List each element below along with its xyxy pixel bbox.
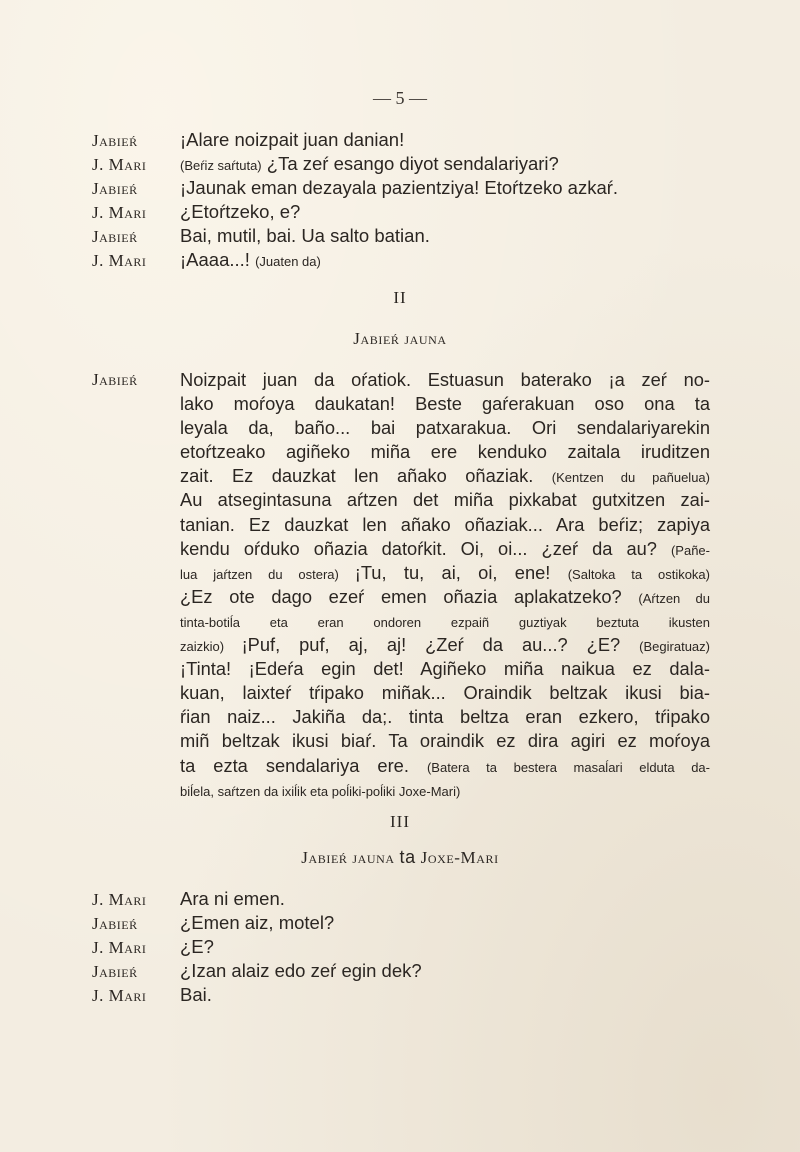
dialogue-line [92, 152, 732, 176]
section-title: Jabieŕ jauna ta Joxe-Mari [301, 847, 499, 867]
section-number: II [393, 288, 407, 307]
stage-direction: (Batera ta bestera masaĺari elduta da- [426, 759, 710, 775]
monologue-text-segment: Au atsegintasuna aŕtzen det miña pixkabat gutxitzen zai- [180, 489, 710, 511]
speaker-name: Jabieŕ [92, 131, 138, 150]
monologue-line [180, 488, 710, 512]
monologue-text-segment: etoŕtzeako agiñeko miña ere kenduko zaitala iruditzen [180, 441, 710, 463]
monologue-text-segment: tanian. Ez dauzkat len añako oñaziak... Ara beŕiz; zapiya [180, 513, 710, 535]
stage-direction: zaizkio) [180, 639, 242, 655]
speaker-name: J. Mari [92, 890, 147, 909]
speaker-name: Jabieŕ [92, 179, 138, 198]
dialogue-line [92, 887, 732, 911]
monologue-text-segment: ¡Puf, puf, aj, aj! ¿Zeŕ da au...? ¿E? [241, 634, 640, 656]
monologue-line [180, 633, 710, 657]
dialogue-text: ¡Jaunak eman dezayala pazientziya! Etoŕtzeko azkaŕ. [180, 177, 619, 198]
monologue-line [180, 513, 710, 537]
dialogue-line [92, 983, 732, 1007]
dialogue-text: ¿Emen aiz, motel? [180, 912, 335, 933]
page-number: — 5 — [373, 88, 427, 108]
monologue-line [180, 729, 710, 753]
stage-direction: biĺela, saŕtzen da ixiĺik eta poĺiki-poĺiki Joxe-Mari) [180, 783, 461, 799]
stage-direction: (Begiratuaz) [639, 639, 710, 655]
dialogue-scene-1 [92, 128, 732, 272]
monologue-line [180, 440, 710, 464]
monologue-line [180, 416, 710, 440]
stage-direction: (Aŕtzen du [638, 590, 710, 606]
monologue-text-segment: ŕian naiz... Jakiña da;. tinta beltza eran ezkero, tŕipako [180, 706, 710, 728]
monologue-text-segment: zait. Ez dauzkat len añako oñaziak. [180, 465, 552, 487]
monologue-line [180, 585, 710, 609]
monologue-text-segment: ¡Tu, tu, ai, oi, ene! [354, 561, 568, 583]
monologue-line [180, 609, 710, 633]
monologue-line [180, 681, 710, 705]
monologue-text-segment: lako moŕoya daukatan! Beste gaŕerakuan oso ona ta [180, 393, 710, 415]
monologue-line [180, 778, 710, 802]
section-number: III [390, 812, 410, 831]
dialogue-text: ¿E? [180, 936, 214, 957]
stage-direction: (Beŕiz saŕtuta) [180, 158, 262, 173]
stage-direction: tinta-botiĺa eta eran ondoren ezpaiñ guztiyak beztuta ikusten [180, 614, 710, 630]
speaker-name: J. Mari [92, 938, 147, 957]
stage-direction: (Saltoka ta ostikoka) [567, 566, 710, 582]
dialogue-line [92, 248, 732, 272]
monologue-line [180, 392, 710, 416]
monologue-text [180, 368, 710, 802]
monologue-text-segment: kuan, laixteŕ tŕipako miñak... Oraindik beltzak ikusi bia- [180, 682, 710, 704]
speaker-name: Jabieŕ [92, 962, 138, 981]
stage-direction: (Kentzen du pañuelua) [551, 470, 710, 486]
speaker-name: J. Mari [92, 203, 147, 222]
stage-direction: (Pañe- [670, 542, 710, 558]
dialogue-text: Ara ni emen. [180, 888, 285, 909]
monologue-text-segment: ¿Ez ote dago ezeŕ emen oñazia aplakatzeko? [180, 585, 639, 607]
monologue-line [180, 705, 710, 729]
dialogue-line [92, 200, 732, 224]
speaker-name: Jabieŕ [92, 914, 138, 933]
speaker-name: J. Mari [92, 986, 147, 1005]
monologue-text-segment: kendu oŕduko oñazia datoŕkit. Oi, oi... ¿zeŕ da au? [180, 537, 671, 559]
monologue [92, 368, 732, 802]
stage-direction: (Juaten da) [255, 254, 321, 269]
monologue-line [180, 537, 710, 561]
dialogue-line [92, 935, 732, 959]
dialogue-line [92, 224, 732, 248]
dialogue-text: ¡Alare noizpait juan danian! [180, 129, 405, 150]
dialogue-text: (Beŕiz saŕtuta) ¿Ta zeŕ esango diyot sendalariyari? [180, 153, 559, 174]
dialogue-text: Bai, mutil, bai. Ua salto batian. [180, 225, 430, 246]
speaker-name: J. Mari [92, 251, 147, 270]
stage-direction: lua jaŕtzen du ostera) [180, 566, 355, 582]
speaker-name: J. Mari [92, 155, 147, 174]
monologue-text-segment: leyala da, baño... bai patxarakua. Ori sendalariyarekin [180, 417, 710, 439]
monologue-line [180, 368, 710, 392]
monologue-line [180, 464, 710, 488]
dialogue-text: ¿Etoŕtzeko, e? [180, 201, 301, 222]
monologue-line [180, 561, 710, 585]
dialogue-text: ¿Izan alaiz edo zeŕ egin dek? [180, 960, 422, 981]
monologue-text-segment: Noizpait juan da oŕatiok. Estuasun baterako ¡a zeŕ no- [180, 369, 710, 390]
monologue-text-segment: miñ beltzak ikusi biaŕ. Ta oraindik ez dira agiri ez moŕoya [180, 730, 710, 752]
section-title: Jabieŕ jauna [353, 329, 447, 348]
dialogue-line [92, 128, 732, 152]
dialogue-text: ¡Aaaa...! (Juaten da) [180, 249, 321, 270]
dialogue-scene-3 [92, 887, 732, 1007]
monologue-text-segment: ta ezta sendalariya ere. [180, 754, 427, 776]
dialogue-line [92, 176, 732, 200]
monologue-text-segment: ¡Tinta! ¡Edeŕa egin det! Agiñeko miña naikua ez dala- [180, 658, 710, 680]
monologue-line [180, 657, 710, 681]
dialogue-line [92, 959, 732, 983]
speaker-name: Jabieŕ [92, 370, 138, 389]
dialogue-line [92, 911, 732, 935]
monologue-line [180, 754, 710, 778]
speaker-name: Jabieŕ [92, 227, 138, 246]
dialogue-text: Bai. [180, 984, 212, 1005]
